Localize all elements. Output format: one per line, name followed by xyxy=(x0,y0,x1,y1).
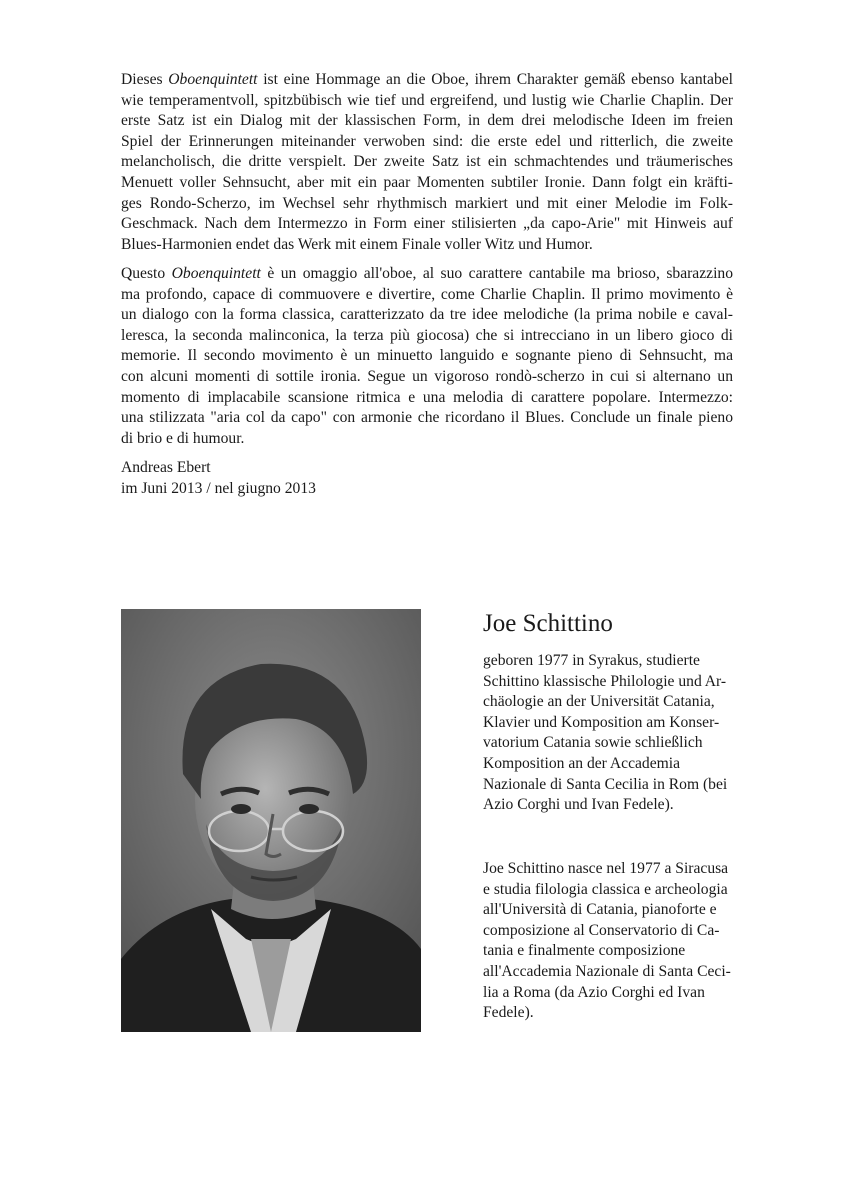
intro-it-text: leresca, la seconda malinconica, la terza più giocosa) che si intrecciano in un libero gioco di xyxy=(121,326,733,344)
intro-it-line xyxy=(121,264,733,285)
intro-de-text: Menuett voller Sehnsucht, aber mit ein paar Momenten subtiler Ironie. Dann folgt ein kräfti- xyxy=(121,173,733,191)
intro-de-line xyxy=(121,91,733,112)
intro-de-line xyxy=(121,235,733,256)
intro-de-line xyxy=(121,214,733,235)
bio-de-line: vatorium Catania sowie schließlich xyxy=(483,734,703,752)
bio-title: Joe Schittino xyxy=(483,610,613,637)
intro-it-line xyxy=(121,285,733,306)
intro-de-line xyxy=(121,173,733,194)
intro-de-line xyxy=(121,132,733,153)
intro-de-text: wie temperamentvoll, spitzbübisch wie tief und ergreifend, und lustig wie Charlie Chaplin. Der xyxy=(121,91,733,109)
work-title: Oboenquintett xyxy=(171,265,261,282)
intro-de-line xyxy=(121,152,733,173)
intro-german-paragraph xyxy=(121,70,733,255)
signature-name: Andreas Ebert xyxy=(121,459,211,476)
intro-it-text: momento di implacabile scansione ritmica e una melodia di carattere popolare. Intermezzo: xyxy=(121,388,733,406)
intro-de-text: Spiel der Erinnerungen miteinander verwoben sind: die erste edel und ritterlich, die zweite xyxy=(121,132,733,150)
intro-de-line xyxy=(121,70,733,91)
intro-it-text: Questo xyxy=(121,265,172,282)
bio-de-line: Klavier und Komposition am Konser- xyxy=(483,713,720,731)
intro-it-line xyxy=(121,429,733,450)
portrait-photo xyxy=(121,609,421,1032)
intro-de-text: erste Satz ist ein Dialog mit der klassischen Form, in dem drei melodische Ideen im freien xyxy=(121,112,733,130)
intro-de-line xyxy=(121,194,733,215)
bio-de-line: Schittino klassische Philologie und Ar- xyxy=(483,672,727,690)
bio-de-line: geboren 1977 in Syrakus, studierte xyxy=(483,652,700,669)
intro-de-line xyxy=(121,111,733,132)
intro-italian-paragraph xyxy=(121,264,733,449)
bio-it-line: all'Accademia Nazionale di Santa Ceci- xyxy=(483,962,731,980)
bio-de-line: Azio Corghi und Ivan Fedele). xyxy=(483,796,674,814)
intro-de-text: melancholisch, die dritte verspielt. Der zweite Satz ist ein schmachtendes und träumerisches xyxy=(121,153,733,171)
intro-de-text: Geschmack. Nach dem Intermezzo in Form einer stilisierten „da capo-Arie" mit Hinweis auf xyxy=(121,215,733,233)
bio-de-line: chäologie an der Universität Catania, xyxy=(483,693,715,711)
bio-it-line: composizione al Conservatorio di Ca- xyxy=(483,921,720,939)
intro-de-text: Dieses xyxy=(121,71,169,88)
signature-block xyxy=(121,458,521,499)
intro-it-line xyxy=(121,367,733,388)
intro-it-line xyxy=(121,305,733,326)
bio-it-line: tania e finalmente composizione xyxy=(483,942,686,960)
intro-de-text: Blues-Harmonien endet das Werk mit einem Finale voller Witz und Humor. xyxy=(121,235,593,253)
bio-it-line: Fedele). xyxy=(483,1004,534,1022)
intro-it-line xyxy=(121,388,733,409)
intro-it-text: una stilizzata "aria col da capo" con armonie che ricordano il Blues. Conclude un finale pieno xyxy=(121,409,733,427)
intro-de-text: ist eine Hommage an die Oboe, ihrem Charakter gemäß ebenso kantabel xyxy=(257,71,733,88)
intro-it-text: di brio e di humour. xyxy=(121,429,245,447)
work-title: Oboenquintett xyxy=(168,71,258,88)
intro-it-text: ma profondo, capace di commuovere e divertire, come Charlie Chaplin. Il primo movimento è xyxy=(121,285,733,303)
bio-it-line: Joe Schittino nasce nel 1977 a Siracusa xyxy=(483,860,729,877)
bio-de-line: Nazionale di Santa Cecilia in Rom (bei xyxy=(483,775,728,793)
intro-it-text: un dialogo con la forma classica, caratterizzato da tre idee melodiche (la prima nobile e caval- xyxy=(121,306,733,324)
intro-it-text: con alcuni momenti di sottile ironia. Segue un vigoroso rondò-scherzo in cui si alternano un xyxy=(121,367,733,385)
bio-it-line: lia a Roma (da Azio Corghi ed Ivan xyxy=(483,983,705,1001)
portrait-photo-icon xyxy=(121,609,421,1032)
bio-italian-paragraph xyxy=(483,859,743,1024)
bio-it-line: e studia filologia classica e archeologia xyxy=(483,880,728,898)
bio-it-line: all'Università di Catania, pianoforte e xyxy=(483,901,717,919)
intro-it-line xyxy=(121,408,733,429)
intro-de-text: ges Rondo-Scherzo, im Wechsel sehr rhythmisch markiert und mit einer Melodie im Folk- xyxy=(121,194,733,212)
intro-it-text: memorie. Il secondo movimento è un minuetto languido e sognante pieno di Sehnsucht, ma xyxy=(121,347,733,365)
signature-date: im Juni 2013 / nel giugno 2013 xyxy=(121,479,316,497)
bio-german-paragraph xyxy=(483,651,743,816)
intro-it-line xyxy=(121,326,733,347)
intro-it-line xyxy=(121,346,733,367)
bio-de-line: Komposition an der Accademia xyxy=(483,754,681,772)
intro-it-text: è un omaggio all'oboe, al suo carattere cantabile ma brioso, sbarazzino xyxy=(260,265,734,282)
